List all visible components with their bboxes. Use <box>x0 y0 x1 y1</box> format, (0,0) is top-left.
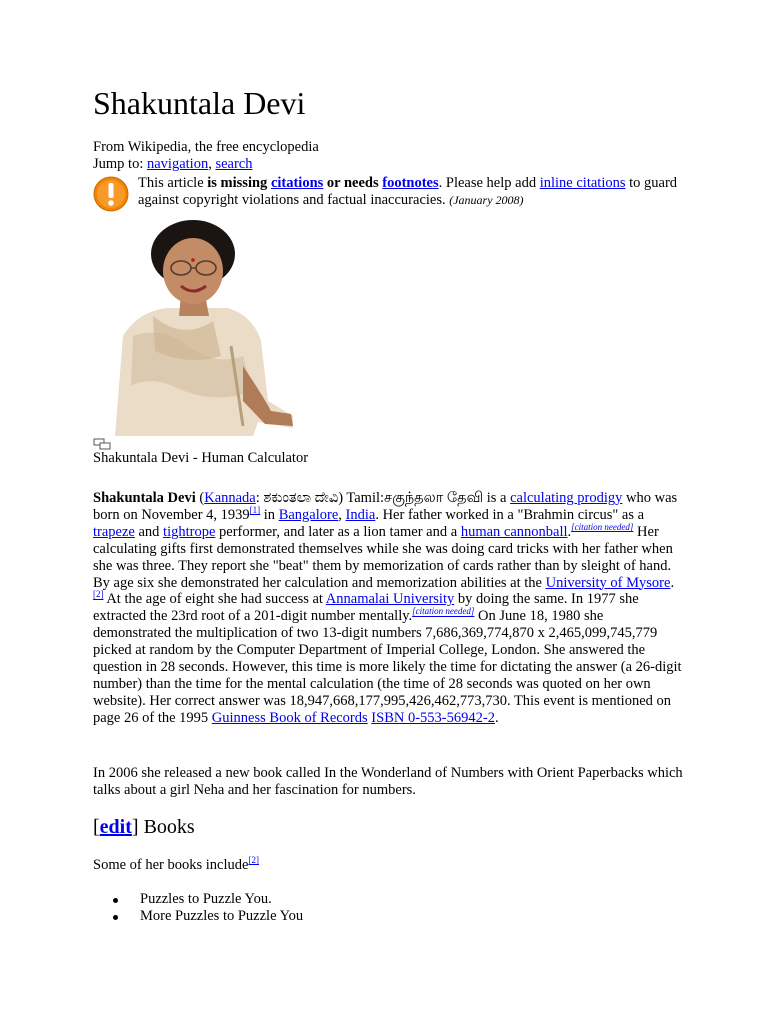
footnotes-link[interactable]: footnotes <box>382 175 439 191</box>
human-cannonball-link[interactable]: human cannonball <box>460 523 568 540</box>
isbn-link[interactable]: ISBN 0-553-56942-2 <box>371 709 495 726</box>
text-run: At the age of eight she had success at <box>103 591 326 608</box>
books-intro <box>93 857 259 874</box>
text-run: performer, and later as a lion tamer and a <box>215 523 461 540</box>
edit-bracket: [ <box>93 816 100 838</box>
edit-bracket: ] <box>131 816 139 838</box>
university-of-mysore-link[interactable]: University of Mysore <box>545 574 671 591</box>
image-caption: Shakuntala Devi - Human Calculator <box>93 450 309 466</box>
edit-section-link[interactable]: edit <box>99 816 132 838</box>
calculating-prodigy-link[interactable]: calculating prodigy <box>510 490 623 506</box>
list-item: Puzzles to Puzzle You. <box>93 891 303 908</box>
text-run: . Her father worked in a "Brahmin circus" as a <box>375 506 645 523</box>
text-run: ( <box>195 490 205 506</box>
books-heading <box>93 815 195 839</box>
subject-name: Shakuntala Devi <box>93 490 196 506</box>
citation-notice <box>93 175 683 209</box>
notice-bold-1: is missing <box>207 175 271 191</box>
citation-needed-link[interactable]: [citation needed] <box>412 606 475 617</box>
books-heading-text: Books <box>138 816 195 838</box>
portrait-photo[interactable] <box>93 216 295 436</box>
jump-navigation-link[interactable]: navigation <box>146 156 209 172</box>
books-reference-link[interactable]: [2] <box>248 855 259 866</box>
notice-date: (January 2008) <box>449 193 524 207</box>
notice-bold-2: or needs <box>323 175 383 191</box>
text-run: in <box>260 506 279 523</box>
guinness-book-link[interactable]: Guinness Book of Records <box>211 709 368 726</box>
notice-text-2: . Please help add <box>438 175 540 191</box>
text-run: by doing the same. In 1977 she extracted the 23rd root of a 201-digit number mentally. <box>93 591 639 625</box>
enlarge-icon[interactable] <box>93 438 111 450</box>
citation-needed-link[interactable]: [citation needed] <box>571 521 634 532</box>
native-names: : ಶಕುಂತಲಾ ದೇವಿ) Tamil:சகுந்தலா தேவி is a <box>255 490 511 506</box>
text-run: . <box>494 709 499 726</box>
citations-link[interactable]: citations <box>270 175 324 191</box>
site-tagline: From Wikipedia, the free encyclopedia <box>93 139 319 155</box>
text-run: Her calculating gifts first demonstrated themselves while she was doing card tricks with her father when she was three. They report she "beat" them by memorization of cards rather than by sleight of hand. By age six she demonstrated her calculation and memorization abilities at the <box>93 523 673 591</box>
wonderland-paragraph: In 2006 she released a new book called In the Wonderland of Numbers with Orient Paperbacks which talks about a girl Neha and her fascination for numbers. <box>93 765 683 798</box>
jump-prefix: Jump to: <box>93 156 147 172</box>
page-title: Shakuntala Devi <box>93 85 306 121</box>
tagline-block <box>93 139 319 173</box>
bangalore-link[interactable]: Bangalore <box>278 506 339 523</box>
text-run: . <box>567 523 572 540</box>
reference-2-link[interactable]: [2] <box>93 589 104 600</box>
jump-to-line <box>93 156 319 173</box>
text-run: , <box>338 506 346 523</box>
text-run: and <box>134 523 164 540</box>
intro-paragraph <box>93 490 683 727</box>
exclamation-icon <box>93 176 129 212</box>
kannada-link[interactable]: Kannada <box>204 490 256 506</box>
annamalai-university-link[interactable]: Annamalai University <box>325 591 455 608</box>
books-intro-text: Some of her books include <box>93 857 249 873</box>
notice-text <box>138 175 683 209</box>
india-link[interactable]: India <box>345 506 376 523</box>
tightrope-link[interactable]: tightrope <box>163 523 216 540</box>
notice-text-1: This article <box>138 175 208 191</box>
jump-separator: , <box>208 156 216 172</box>
list-item: More Puzzles to Puzzle You <box>93 908 303 925</box>
text-run: . <box>670 574 675 591</box>
books-list <box>93 891 303 925</box>
notice-text-3: to guard against copyright violations and factual inaccuracies. <box>138 175 678 208</box>
inline-citations-link[interactable]: inline citations <box>539 175 626 191</box>
reference-1-link[interactable]: [1] <box>249 505 261 516</box>
text-run: On June 18, 1980 she demonstrated the multiplication of two 13-digit numbers 7,686,369,774,870 x 2,465,099,745,779 picked at random by the Computer Department of Imperial College, London. She answered the question in 28 seconds. However, this time is more likely the time for dictating the answer (a 26-digit number) than the time for the mental calculation (the time of 28 seconds was quoted on her own website). Her correct answer was 18,947,668,177,995,426,462,773,730. This event is mentioned on page 26 of the 1995 <box>93 608 682 726</box>
trapeze-link[interactable]: trapeze <box>93 523 135 540</box>
jump-search-link[interactable]: search <box>215 156 253 172</box>
text-run: who was born on November 4, 1939 <box>93 490 678 523</box>
